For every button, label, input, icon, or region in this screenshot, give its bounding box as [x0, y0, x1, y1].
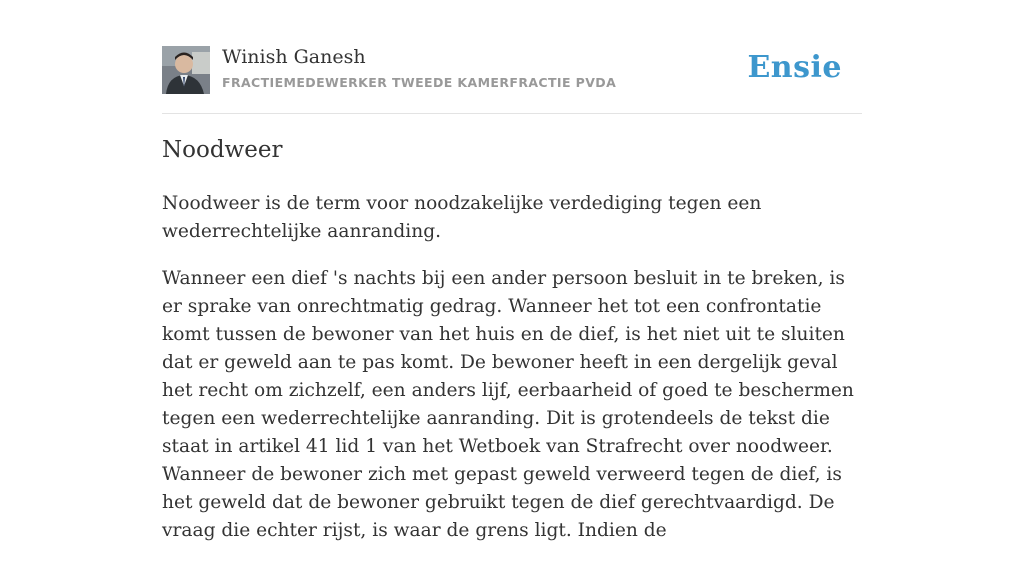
author-role: FRACTIEMEDEWERKER TWEEDE KAMERFRACTIE PVDA [222, 75, 617, 90]
article-paragraph: Noodweer is de term voor noodzakelijke verdediging tegen een wederrechtelijke aanranding. [162, 193, 762, 242]
person-photo-avatar-icon [162, 46, 210, 94]
ensie-logo[interactable]: Ensie [747, 50, 842, 85]
author-name[interactable]: Winish Ganesh [222, 46, 366, 68]
article-body [162, 190, 867, 564]
article-paragraph: Wanneer een dief 's nachts bij een ander persoon besluit in te breken, is er sprake van onrechtmatig gedrag. Wanneer het tot een confrontatie komt tussen de bewoner van het huis en de dief, is het niet uit te sluiten dat er geweld aan te pas komt. De bewoner heeft in een dergelijk geval het recht om zichzelf, een anders lijf, eerbaarheid of goed te beschermen tegen een wederrechtelijke aanranding. Dit is grotendeels de tekst die staat in artikel 41 lid 1 van het Wetboek van Strafrecht over noodweer. Wanneer de bewoner zich met gepast geweld verweerd tegen de dief, is het geweld dat de bewoner gebruikt tegen de dief gerechtvaardigd. De vraag die echter rijst, is waar de grens ligt. Indien de [162, 268, 854, 541]
author-avatar[interactable] [162, 46, 210, 94]
article-header [162, 46, 862, 96]
header-divider [162, 113, 862, 114]
article-title: Noodweer [162, 137, 283, 163]
